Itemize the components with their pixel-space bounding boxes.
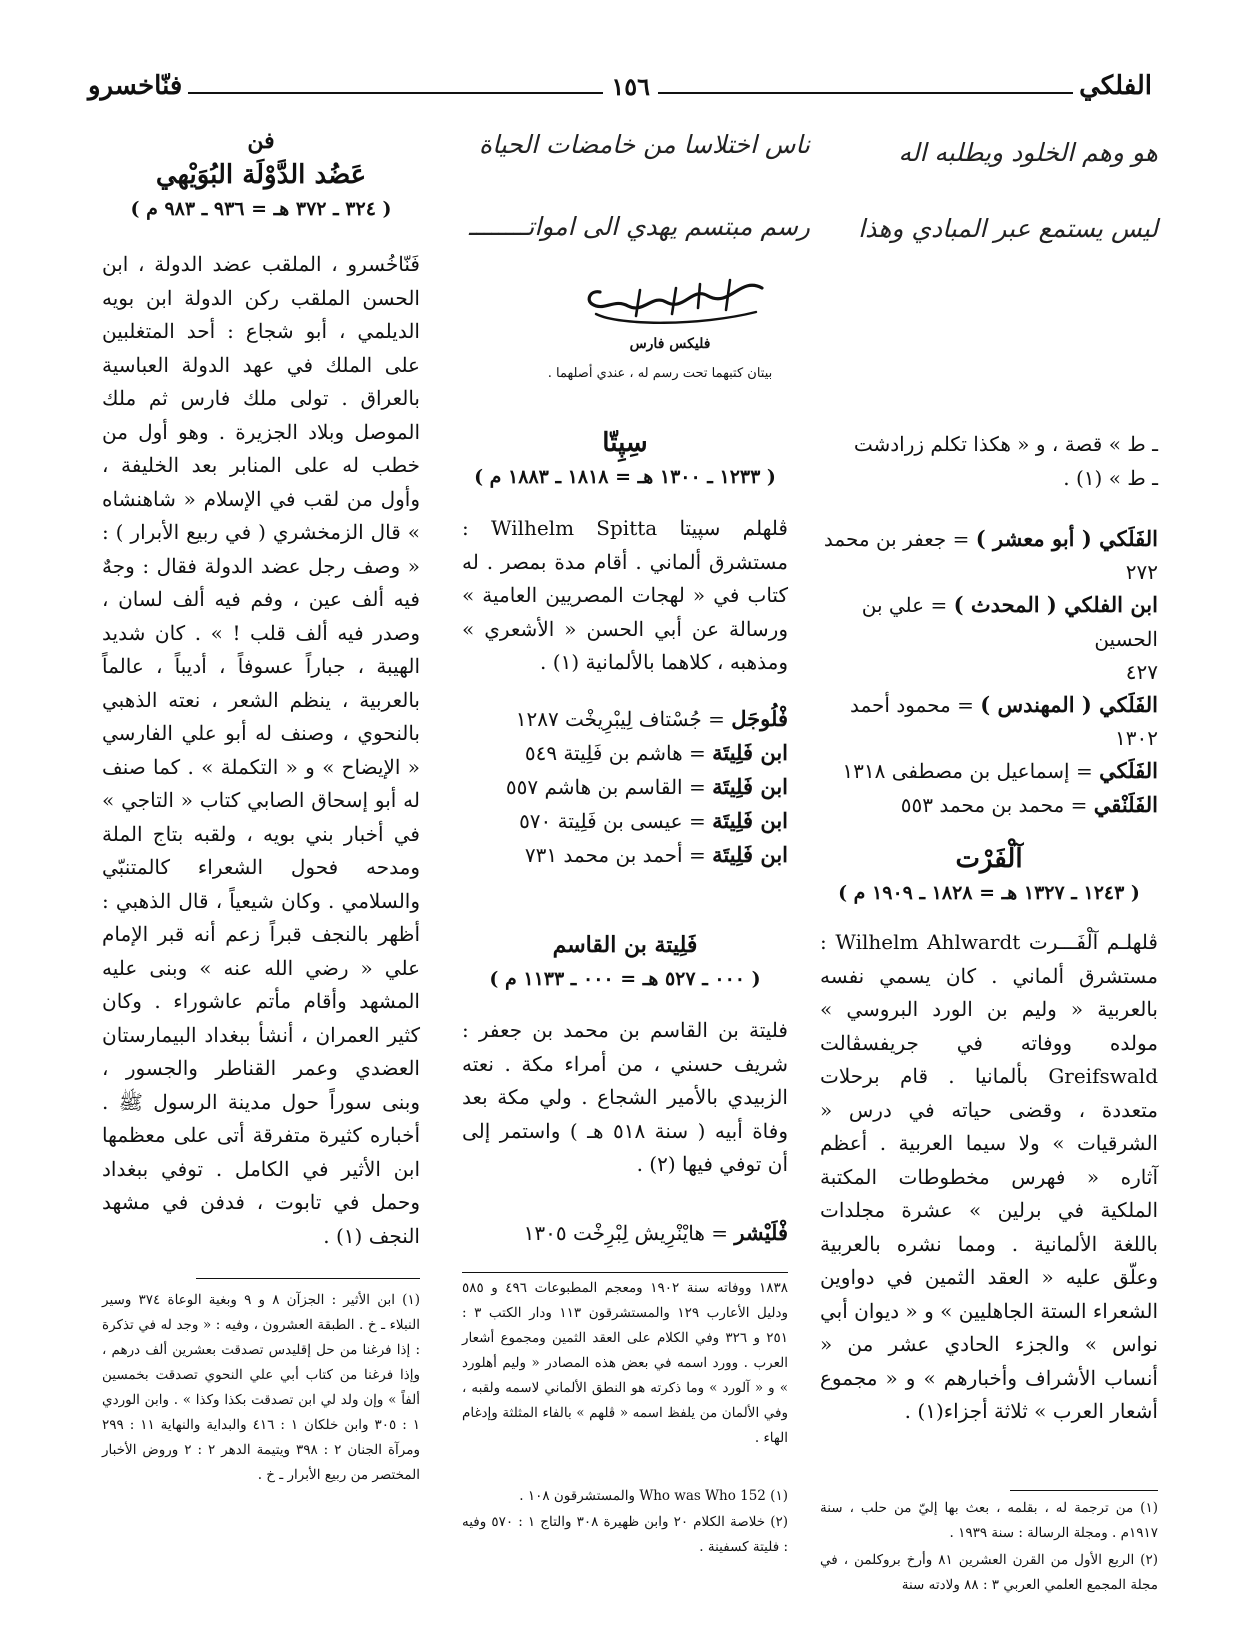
handwriting-mid-line2: رسم مبتسم يهدي الى امواتــــــــ	[468, 212, 810, 241]
footnote-right-2: (٢) الربع الأول من القرن العشرين ٨١ وأرخ بروكلمن ، في مجلة المجمع العلمي العربي ٣ : ٨٨ ولادته سنة	[820, 1552, 1159, 1593]
adud-entry	[102, 126, 420, 1253]
running-header	[82, 66, 1158, 106]
footnote-middle-2: (٢) خلاصة الكلام ٢٠ وابن ظهيرة ٣٠٨ والتاج ١ : ٥٧٠ وفيه : فليتة كسفينة .	[462, 1514, 789, 1555]
cross-ref: الفَلَنْقي = محمد بن محمد ٥٥٣	[900, 792, 1158, 817]
cross-ref-number: ١٣٠٢	[1115, 726, 1158, 750]
handwriting-right-line1: هو وهم الخلود ويطلبه اله	[898, 138, 1158, 167]
footnote-rule-left	[196, 1278, 420, 1279]
cross-ref: فْلَيْشر = هايْنْرِيش لِبْرِخْت ١٣٠٥	[523, 1220, 788, 1245]
cross-ref: ابن فَلِيتَة = هاشم بن فَلِيتة ٥٤٩	[524, 740, 788, 765]
cross-references-right	[820, 522, 1158, 822]
cross-ref: الفَلَكي = إسماعيل بن مصطفى ١٣١٨	[842, 758, 1158, 783]
header-rule-left	[188, 92, 603, 94]
intro-line-1: ـ ط » قصة ، و « هكذا تكلم زرادشت	[853, 432, 1158, 456]
spitta-entry	[462, 424, 788, 680]
signature-caption: بيتان كتبهما تحت رسم له ، عندي أصلهما .	[547, 366, 773, 381]
footnote-continuation: ١٨٣٨ ووفاته سنة ١٩٠٢ ومعجم المطبوعات ٤٩٦ و ٥٨٥ ودليل الأعارب ١٢٩ والمستشرقون ١١٣ ودار الكتب ٣ : ٢٥١ و ٣٢٦ وفي الكلام على العقد الثمين ومجموع أشعار العرب . وورد اسمه في بعض هذه المصادر « وليم أهلورد » و « آلورد » وما ذكرته هو النطق الألماني لاسمه ولقبه ، وفي الألمان من يلفظ اسمه « ڤلهم » بالفاء المثلثة وإدغام الهاء .	[462, 1280, 788, 1446]
cross-references-middle	[462, 702, 788, 872]
falita-paragraph: فليتة بن القاسم بن محمد بن جعفر : شريف حسني ، من أمراء مكة . نعته الزبيدي بالأمير الشجاع . ولي مكة بعد وفاة أبيه ( سنة ٥١٨ هـ ) واستمر إلى أن توفي فيها (٢) .	[462, 1018, 788, 1176]
cross-ref: ابن فَلِيتَة = أحمد بن محمد ٧٣١	[524, 842, 788, 867]
cross-ref: ابن فَلِيتَة = القاسم بن هاشم ٥٥٧	[505, 774, 788, 799]
header-rule-right	[658, 92, 1073, 94]
spitta-dates: ( ١٢٣٣ ـ ١٣٠٠ هـ = ١٨١٨ ـ ١٨٨٣ م )	[474, 466, 776, 488]
falita-entry	[462, 926, 788, 1182]
ahlwardt-dates: ( ١٢٤٣ ـ ١٣٢٧ هـ = ١٨٢٨ ـ ١٩٠٩ م )	[838, 882, 1140, 904]
falita-dates: ( ٠٠٠ ـ ٥٢٧ هـ = ٠٠٠ ـ ١١٣٣ م )	[489, 968, 761, 990]
cross-ref: ابن الفلكي ( المحدث ) = علي بن الحسين	[861, 592, 1158, 651]
signature-caption-name: فليكس فارس	[629, 336, 711, 352]
adud-dates: ( ٣٢٤ ـ ٣٧٢ هـ = ٩٣٦ ـ ٩٨٣ م )	[130, 198, 392, 220]
fleischer-entry	[462, 1216, 788, 1250]
footnote-middle-1: (١) Who was Who 152 والمستشرقون ١٠٨ .	[519, 1488, 788, 1504]
adud-heading: عَضُد الدَّوْلَة البُوَيْهي	[155, 160, 367, 190]
cross-ref: فْلُوجَل = جُسْتاف لِيبْرِيخْت ١٢٨٧	[515, 706, 788, 731]
cross-ref-number: ٢٧٢	[1125, 560, 1158, 584]
header-right-word: الفلكي	[1079, 71, 1152, 101]
footnote-left: (١) ابن الأثير : الجزآن ٨ و ٩ وبغية الوعاة ٣٧٤ وسير النبلاء ـ خ . الطبقة العشرون ، وفيه : « وجد له في تذكرة : إذا فرغنا من حل إقليدس تصدقت بعشرين ألف درهم ، وإذا فرغنا من كتاب أبي علي النحوي تصدقت بخمسين ألفاً » وإن ولد لي ابن تصدقت بكذا وكذا » . وابن الوردي ١ : ٣٠٥ وابن خلكان ١ : ٤١٦ والبداية والنهاية ١١ : ٢٩٩ ومرآة الجنان ٢ : ٣٩٨ ويتيمة الدهر ٢ : ٢ وروض الأخبار المختصر من ربيع الأبرار ـ خ .	[102, 1292, 421, 1483]
footnote-rule-middle	[462, 1272, 788, 1273]
spitta-paragraph: ڤلهلم سپيتا Wilhelm Spitta : مستشرق ألماني . أقام مدة بمصر . له كتاب في « لهجات المصريين العامية » ورسالة عن أبي الحسن « الأشعري » ومذهبه ، كلاهما بالألمانية (١) .	[462, 516, 788, 674]
ahlwardt-paragraph: ڤلهلـم آلْفَـــرت Wilhelm Ahlwardt : مستشرق ألماني . كان يسمي نفسه بالعربية « وليم بن الورد البروسي » مولده ووفاته في جريفسڤالت Greifswald بألمانيا . قام برحلات متعددة ، وقضى حياته في درس « الشرقيات » ولا سيما العربية . أعظم آثاره « فهرس مخطوطات المكتبة الملكية في برلين » عشرة مجلدات باللغة الألمانية . ومما نشره بالعربية وعلّق عليه « العقد الثمين في دواوين الشعراء الستة الجاهليين » و « ديوان أبي نواس » والجزء الحادي عشر من « أنساب الأشراف وأخبارهم » و « مجموع أشعار العرب » ثلاثة أجزاء(١) .	[820, 930, 1158, 1423]
intro-line-2: ـ ط » (١) .	[1063, 465, 1158, 490]
spitta-heading: سِپِتّا	[602, 428, 648, 458]
cross-ref-number: ٤٢٧	[1125, 660, 1158, 684]
header-left-word: فنّاخسرو	[87, 71, 183, 101]
page-number: ١٥٦	[611, 71, 651, 101]
signature-image	[580, 268, 770, 330]
ahlwardt-heading: آلْفَرْت	[955, 844, 1023, 874]
handwriting-mid-line1: ناس اختلاسا من خامضات الحياة	[479, 130, 810, 159]
footnote-rule-right	[1010, 1490, 1158, 1491]
right-column	[820, 428, 1158, 495]
footnote-right-1: (١) من ترجمة له ، بقلمه ، بعث بها إليّ من حلب ، سنة ١٩١٧م . ومجلة الرسالة : سنة ١٩٣٩ .	[820, 1500, 1158, 1541]
cross-ref: الفَلَكي ( أبو معشر ) = جعفر بن محمد	[823, 526, 1158, 551]
adud-paragraph: فَنّاخُسرو ، الملقب عضد الدولة ، ابن الحسن الملقب ركن الدولة ابن بويه الديلمي ، أبو شجاع : أحد المتغلبين على الملك في عهد الدولة العباسية بالعراق . تولى ملك فارس ثم ملك الموصل وبلاد الجزيرة . وهو أول من خطب له على المنابر بعد الخليفة ، وأول من لقب في الإسلام « شاهنشاه » قال الزمخشري ( في ربيع الأبرار ) : « وصف رجل عضد الدولة فقال : وجهٌ فيه ألف عين ، وفم فيه ألف لسان ، وصدر فيه ألف قلب ! » . كان شديد الهيبة ، جباراً عسوفاً ، أديباً ، عالماً بالعربية ، ينظم الشعر ، نعته الذهبي بالنحوي ، وصنف له أبو علي الفارسي « الإيضاح » و « التكملة » . كما صنف له أبو إسحاق الصابي كتاب « التاجي » في أخبار بني بويه ، ولقبه بتاج الملة ومدحه فحول الشعراء كالمتنبّي والسلامي . وكان شيعياً ، قال الذهبي : أظهر بالنجف قبراً زعم أنه قبر الإمام علي « رضي الله عنه » وبنى عليه المشهد وأقام مأتم عاشوراء . وكان كثير العمران ، أنشأ ببغداد البيمارستان العضدي وعمر القناطر والجسور ، وبنى سوراً حول مدينة الرسول ﷺ . أخباره كثيرة متفرقة أتى على معظمها ابن الأثير في الكامل . توفي ببغداد وحمل في تابوت ، فدفن في مشهد النجف (١) .	[102, 252, 420, 1248]
pre-heading: فن	[247, 128, 275, 154]
falita-heading: فَلِيتة بن القاسم	[552, 932, 698, 958]
cross-ref: ابن فَلِيتَة = عيسى بن فَلِيتة ٥٧٠	[519, 808, 788, 833]
cross-ref: الفَلَكي ( المهندس ) = محمود أحمد	[849, 692, 1158, 717]
ahlwardt-entry	[820, 840, 1158, 1429]
handwriting-right-line2: ليس يستمع عبر المبادي وهذا	[858, 214, 1158, 243]
